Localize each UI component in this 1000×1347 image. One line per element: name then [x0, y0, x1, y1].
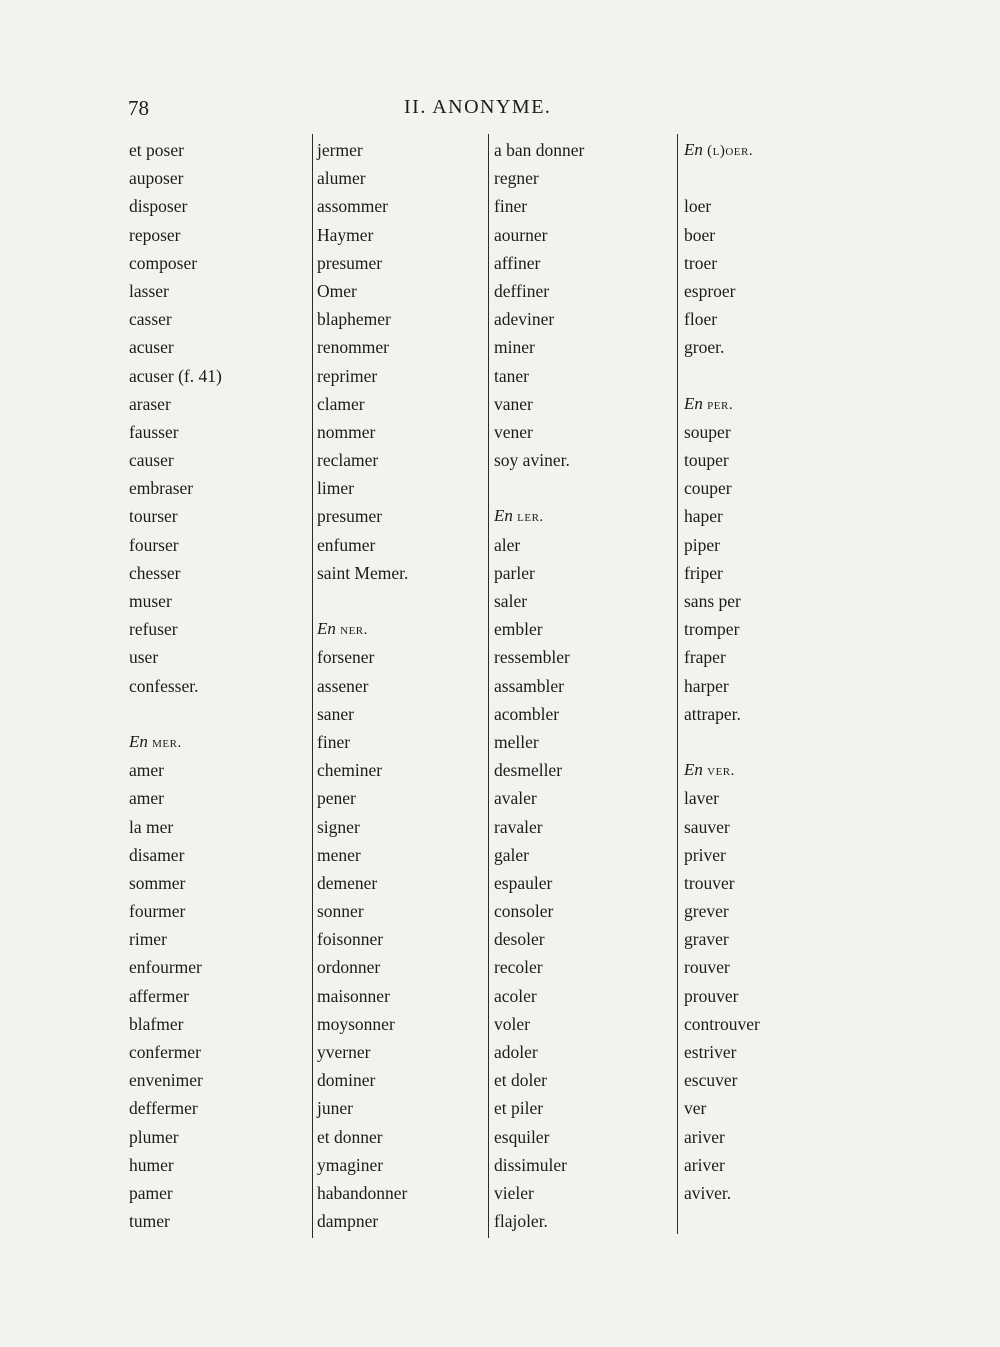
word-entry: esquiler	[494, 1126, 550, 1147]
column-divider	[488, 134, 489, 1238]
word-entry: envenimer	[129, 1070, 203, 1091]
word-entry: embler	[494, 619, 543, 640]
word-entry: espauler	[494, 872, 553, 893]
word-entry: nommer	[317, 421, 376, 442]
word-entry: dominer	[317, 1070, 376, 1091]
word-entry: aourner	[494, 224, 548, 245]
blank-line	[684, 362, 824, 390]
word-entry: et piler	[494, 1098, 544, 1119]
word-entry: acoler	[494, 985, 537, 1006]
word-column-4	[684, 136, 824, 1207]
section-heading-suffix: ver.	[707, 763, 735, 780]
word-column-3	[494, 136, 674, 1235]
section-heading	[684, 390, 824, 418]
word-entry: soy aviner.	[494, 450, 570, 471]
word-entry: sonner	[317, 901, 364, 922]
word-entry: reclamer	[317, 450, 379, 471]
section-heading-prefix: En	[317, 619, 336, 639]
blank-line	[494, 474, 674, 502]
section-heading-suffix: ner.	[340, 622, 368, 639]
word-entry: Haymer	[317, 224, 374, 245]
word-entry: tromper	[684, 619, 740, 640]
word-entry: dissimuler	[494, 1154, 567, 1175]
word-entry: sommer	[129, 872, 186, 893]
blank-line	[684, 728, 824, 756]
word-entry: boer	[684, 224, 716, 245]
word-entry: estriver	[684, 1042, 737, 1062]
word-entry: lasser	[129, 280, 169, 301]
word-entry: signer	[317, 816, 360, 837]
word-entry: blafmer	[129, 1013, 184, 1034]
section-heading-suffix: mer.	[152, 734, 182, 751]
word-entry: saint Memer.	[317, 562, 409, 583]
word-entry: et donner	[317, 1126, 383, 1147]
word-entry: reprimer	[317, 365, 378, 386]
word-entry: foisonner	[317, 929, 384, 950]
word-entry: controuver	[684, 1013, 760, 1034]
section-heading	[684, 136, 824, 164]
section-heading	[129, 728, 309, 756]
word-entry: haper	[684, 506, 723, 527]
word-entry: taner	[494, 365, 529, 386]
word-entry: refuser	[129, 619, 178, 640]
word-entry: dampner	[317, 1211, 379, 1232]
word-entry: acuser	[129, 337, 174, 358]
section-heading-suffix: (l)oer.	[707, 143, 754, 159]
word-entry: enfumer	[317, 534, 376, 555]
word-entry: ressembler	[494, 647, 570, 668]
word-entry: user	[129, 647, 159, 668]
word-entry: consoler	[494, 901, 554, 922]
word-entry: assambler	[494, 675, 564, 696]
word-entry: finer	[494, 196, 528, 217]
word-entry: ymaginer	[317, 1154, 384, 1175]
word-entry: flajoler.	[494, 1211, 548, 1232]
word-entry: troer	[684, 252, 718, 273]
word-entry: plumer	[129, 1126, 179, 1147]
section-heading-prefix: En	[684, 760, 703, 780]
word-entry: disamer	[129, 844, 185, 865]
word-entry: souper	[684, 421, 731, 442]
word-entry: esproer	[684, 280, 736, 301]
word-entry: reposer	[129, 224, 181, 245]
word-entry: disposer	[129, 196, 188, 217]
word-entry: ariver	[684, 1126, 725, 1147]
word-entry: aler	[494, 534, 521, 555]
section-heading	[684, 756, 824, 784]
word-entry: recoler	[494, 957, 543, 978]
section-heading-prefix: En	[494, 506, 513, 526]
word-entry: tumer	[129, 1211, 170, 1232]
column-divider	[312, 134, 313, 1238]
word-entry: araser	[129, 393, 171, 414]
word-entry: laver	[684, 788, 719, 809]
page-header	[128, 96, 768, 124]
word-entry: ravaler	[494, 816, 543, 837]
word-entry: alumer	[317, 168, 366, 189]
word-entry: attraper.	[684, 703, 741, 724]
word-entry: a ban donner	[494, 140, 585, 160]
word-entry: pener	[317, 788, 356, 809]
word-entry: confesser.	[129, 675, 199, 696]
section-heading	[317, 615, 487, 643]
word-entry: mener	[317, 844, 361, 865]
word-entry: adeviner	[494, 309, 555, 330]
word-entry: rimer	[129, 929, 167, 950]
word-entry: moysonner	[317, 1013, 395, 1034]
word-entry: deffiner	[494, 280, 550, 301]
word-entry: acombler	[494, 703, 560, 724]
word-entry: voler	[494, 1013, 530, 1034]
word-entry: saner	[317, 703, 354, 724]
column-divider	[677, 134, 678, 1234]
blank-line	[684, 164, 824, 192]
word-entry: yverner	[317, 1042, 371, 1062]
word-entry: demener	[317, 872, 378, 893]
word-entry: aviver.	[684, 1182, 732, 1203]
word-entry: sauver	[684, 816, 730, 837]
word-entry: vaner	[494, 393, 533, 414]
word-entry: amer	[129, 788, 164, 809]
word-entry: forsener	[317, 647, 375, 668]
word-entry: chesser	[129, 562, 181, 583]
word-entry: adoler	[494, 1042, 538, 1062]
word-entry: parler	[494, 562, 535, 583]
word-entry: couper	[684, 478, 732, 499]
section-heading	[494, 502, 674, 530]
word-entry: blaphemer	[317, 309, 391, 330]
word-entry: assommer	[317, 196, 388, 217]
word-entry: et doler	[494, 1070, 547, 1091]
word-entry: et poser	[129, 140, 184, 160]
word-entry: maisonner	[317, 985, 390, 1006]
word-entry: priver	[684, 844, 726, 865]
word-entry: amer	[129, 760, 164, 781]
word-entry: la mer	[129, 816, 174, 837]
word-entry: graver	[684, 929, 729, 950]
word-entry: fourmer	[129, 901, 186, 922]
word-entry: causer	[129, 450, 174, 471]
word-entry: grever	[684, 901, 729, 922]
word-entry: deffermer	[129, 1098, 198, 1119]
word-entry: assener	[317, 675, 369, 696]
word-entry: vener	[494, 421, 533, 442]
word-entry: regner	[494, 168, 539, 189]
word-entry: friper	[684, 562, 723, 583]
word-entry: habandonner	[317, 1182, 408, 1203]
word-entry: vieler	[494, 1182, 534, 1203]
word-entry: floer	[684, 309, 718, 330]
word-entry: humer	[129, 1154, 174, 1175]
word-entry: groer.	[684, 337, 725, 358]
word-entry: composer	[129, 252, 198, 273]
word-entry: miner	[494, 337, 535, 358]
word-entry: confermer	[129, 1042, 201, 1062]
running-title: II. ANONYME.	[404, 96, 552, 118]
word-entry: embraser	[129, 478, 194, 499]
word-entry: rouver	[684, 957, 730, 978]
word-entry: desoler	[494, 929, 545, 950]
word-entry: Omer	[317, 280, 357, 301]
word-entry: clamer	[317, 393, 365, 414]
word-entry: escuver	[684, 1070, 738, 1091]
section-heading-suffix: ler.	[517, 509, 544, 526]
word-entry: jermer	[317, 140, 363, 160]
word-entry: presumer	[317, 506, 383, 527]
word-entry: tourser	[129, 506, 178, 527]
word-entry: ariver	[684, 1154, 725, 1175]
word-entry: fausser	[129, 421, 179, 442]
word-entry: presumer	[317, 252, 383, 273]
word-entry: trouver	[684, 872, 735, 893]
section-heading-suffix: per.	[707, 396, 734, 413]
word-entry: cheminer	[317, 760, 383, 781]
word-entry: renommer	[317, 337, 389, 358]
word-entry: acuser (f. 41)	[129, 365, 222, 386]
blank-line	[129, 700, 309, 728]
word-entry: avaler	[494, 788, 537, 809]
word-entry: casser	[129, 309, 172, 330]
word-entry: juner	[317, 1098, 353, 1119]
page-number: 78	[128, 96, 149, 120]
word-entry: finer	[317, 731, 351, 752]
word-entry: fraper	[684, 647, 726, 668]
word-column-2	[317, 136, 487, 1235]
word-entry: auposer	[129, 168, 184, 189]
word-entry: affiner	[494, 252, 541, 273]
word-entry: harper	[684, 675, 729, 696]
word-entry: saler	[494, 591, 528, 611]
word-entry: affermer	[129, 985, 189, 1006]
blank-line	[317, 587, 487, 615]
word-entry: muser	[129, 591, 172, 611]
word-entry: enfourmer	[129, 957, 202, 978]
word-entry: desmeller	[494, 760, 563, 781]
word-entry: ver	[684, 1098, 707, 1119]
word-entry: galer	[494, 844, 529, 865]
section-heading-prefix: En	[684, 140, 703, 159]
word-entry: meller	[494, 731, 539, 752]
word-entry: loer	[684, 196, 712, 217]
word-column-1	[129, 136, 309, 1235]
word-entry: sans per	[684, 591, 741, 611]
word-entry: fourser	[129, 534, 179, 555]
word-entry: limer	[317, 478, 354, 499]
word-entry: pamer	[129, 1182, 173, 1203]
section-heading-prefix: En	[129, 731, 148, 751]
word-entry: prouver	[684, 985, 739, 1006]
word-entry: piper	[684, 534, 720, 555]
section-heading-prefix: En	[684, 393, 703, 413]
word-entry: touper	[684, 450, 729, 471]
word-entry: ordonner	[317, 957, 381, 978]
